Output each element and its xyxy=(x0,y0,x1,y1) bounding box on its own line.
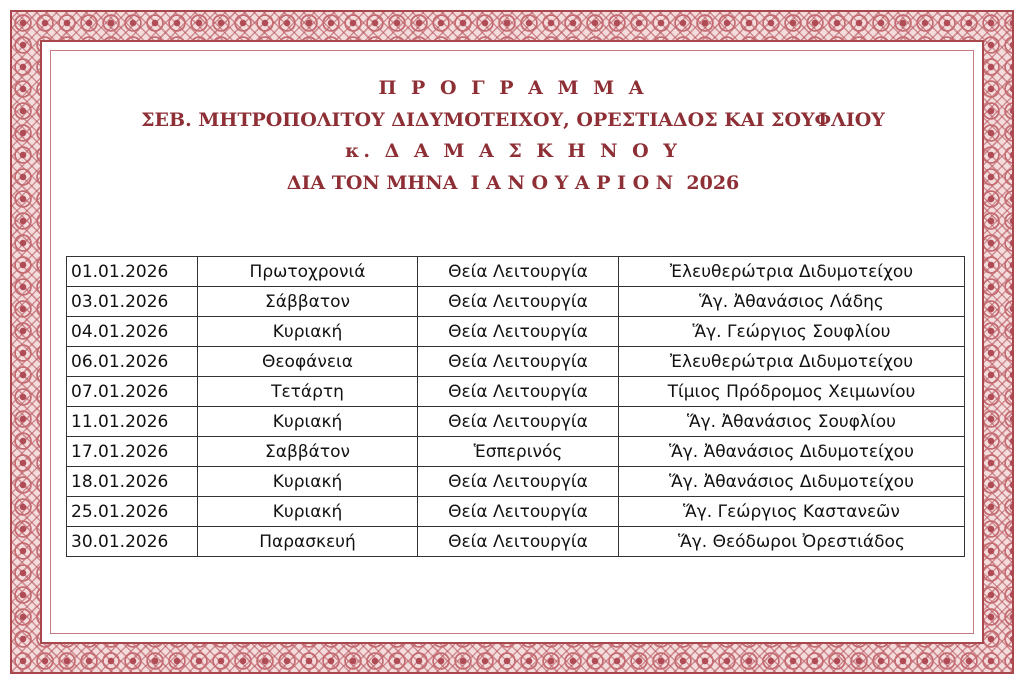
date-cell: 06.01.2026 xyxy=(67,347,198,377)
title-block xyxy=(51,73,975,199)
table-row xyxy=(67,347,965,377)
day-cell: Τετάρτη xyxy=(198,377,418,407)
day-cell: Θεοφάνεια xyxy=(198,347,418,377)
service-cell: Θεία Λειτουργία xyxy=(418,527,619,557)
place-cell: Ἅγ. Γεώργιος Σουφλίου xyxy=(619,317,965,347)
document-subtitle: ΣΕΒ. ΜΗΤΡΟΠΟΛΙΤΟΥ ΔΙΔΥΜΟΤΕΙΧΟΥ, ΟΡΕΣΤΙΑΔΟΣ ΚΑΙ ΣΟΥΦΛΙΟΥ xyxy=(141,108,885,131)
day-cell: Παρασκευή xyxy=(198,527,418,557)
day-cell: Κυριακή xyxy=(198,407,418,437)
service-cell: Θεία Λειτουργία xyxy=(418,257,619,287)
date-cell: 25.01.2026 xyxy=(67,497,198,527)
table-row xyxy=(67,437,965,467)
date-cell: 11.01.2026 xyxy=(67,407,198,437)
table-row xyxy=(67,317,965,347)
schedule-body xyxy=(67,257,965,557)
date-cell: 18.01.2026 xyxy=(67,467,198,497)
date-cell: 30.01.2026 xyxy=(67,527,198,557)
date-cell: 03.01.2026 xyxy=(67,287,198,317)
table-row xyxy=(67,527,965,557)
day-cell: Σάββατον xyxy=(198,287,418,317)
service-cell: Θεία Λειτουργία xyxy=(418,497,619,527)
date-cell: 04.01.2026 xyxy=(67,317,198,347)
day-cell: Πρωτοχρονιά xyxy=(198,257,418,287)
table-row xyxy=(67,467,965,497)
day-cell: Κυριακή xyxy=(198,317,418,347)
document-title: Π Ρ Ο Γ Ρ Α Μ Μ Α xyxy=(378,77,648,99)
service-cell: Θεία Λειτουργία xyxy=(418,287,619,317)
service-cell: Θεία Λειτουργία xyxy=(418,317,619,347)
table-row xyxy=(67,497,965,527)
table-row xyxy=(67,287,965,317)
schedule-table xyxy=(66,256,965,557)
place-cell: Ἅγ. Ἀθανάσιος Διδυμοτείχου xyxy=(619,467,965,497)
place-cell: Ἐλευθερώτρια Διδυμοτείχου xyxy=(619,347,965,377)
service-cell: Θεία Λειτουργία xyxy=(418,347,619,377)
place-cell: Τίμιος Πρόδρομος Χειμωνίου xyxy=(619,377,965,407)
service-cell: Θεία Λειτουργία xyxy=(418,467,619,497)
place-cell: Ἅγ. Γεώργιος Καστανεῶν xyxy=(619,497,965,527)
table-row xyxy=(67,377,965,407)
bishop-name: κ. Δ Α Μ Α Σ Κ Η Ν Ο Υ xyxy=(345,140,681,162)
date-cell: 07.01.2026 xyxy=(67,377,198,407)
place-cell: Ἅγ. Ἀθανάσιος Διδυμοτείχου xyxy=(619,437,965,467)
day-cell: Σαββάτον xyxy=(198,437,418,467)
table-row xyxy=(67,257,965,287)
service-cell: Θεία Λειτουργία xyxy=(418,377,619,407)
day-cell: Κυριακή xyxy=(198,497,418,527)
day-cell: Κυριακή xyxy=(198,467,418,497)
place-cell: Ἅγ. Ἀθανάσιος Σουφλίου xyxy=(619,407,965,437)
table-row xyxy=(67,407,965,437)
content-panel xyxy=(50,50,974,634)
month-line: ΔΙΑ ΤΟΝ ΜΗΝΑ Ι Α Ν Ο Υ Α Ρ Ι Ο Ν 2026 xyxy=(286,171,740,194)
date-cell: 01.01.2026 xyxy=(67,257,198,287)
date-cell: 17.01.2026 xyxy=(67,437,198,467)
place-cell: Ἅγ. Θεόδωροι Ὀρεστιάδος xyxy=(619,527,965,557)
service-cell: Θεία Λειτουργία xyxy=(418,407,619,437)
place-cell: Ἅγ. Ἀθανάσιος Λάδης xyxy=(619,287,965,317)
place-cell: Ἐλευθερώτρια Διδυμοτείχου xyxy=(619,257,965,287)
service-cell: Ἑσπερινός xyxy=(418,437,619,467)
